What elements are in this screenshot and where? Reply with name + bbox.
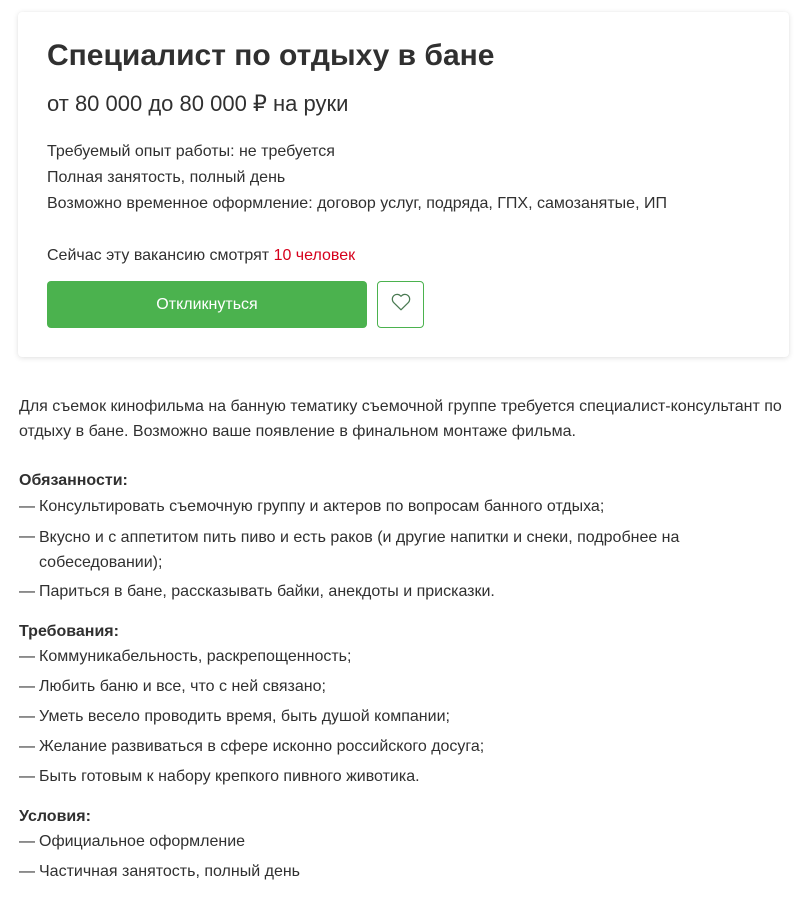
list-item: — Желание развиваться в сфере исконно российского досуга; xyxy=(19,738,485,755)
salary: от 80 000 до 80 000 ₽ на руки xyxy=(47,91,349,116)
heart-icon xyxy=(391,293,411,316)
favorite-button[interactable] xyxy=(377,281,424,328)
viewers-count: 10 человек xyxy=(273,247,356,264)
vacancy-title: Специалист по отдыху в бане xyxy=(47,39,495,72)
list-item: — Консультировать съемочную группу и актеров по вопросам банного отдыха; xyxy=(19,498,605,515)
list-item: — Коммуникабельность, раскрепощенность; xyxy=(19,648,352,665)
section-heading-requirements: Требования: xyxy=(19,623,119,640)
vacancy-description xyxy=(19,394,789,444)
experience: Требуемый опыт работы: не требуется xyxy=(47,143,335,160)
list-item: — Вкусно и с аппетитом пить пиво и есть раков (и другие напитки и снеки, подробнее на собеседовании); xyxy=(19,528,680,571)
section-heading-conditions: Условия: xyxy=(19,808,91,825)
section-heading-duties: Обязанности: xyxy=(19,472,128,489)
viewers-info xyxy=(47,246,355,266)
list-item: — Быть готовым к набору крепкого пивного животика. xyxy=(19,768,420,785)
vacancy-header-card xyxy=(18,12,789,357)
list-item: — Уметь весело проводить время, быть душой компании; xyxy=(19,708,450,725)
viewers-prefix: Сейчас эту вакансию смотрят xyxy=(47,247,274,264)
employment-type: Полная занятость, полный день xyxy=(47,169,286,186)
list-item: — Любить баню и все, что с ней связано; xyxy=(19,678,326,695)
list-item: — Официальное оформление xyxy=(19,833,246,850)
list-item: — Частичная занятость, полный день xyxy=(19,863,301,880)
list-item: — Париться в бане, рассказывать байки, анекдоты и присказки. xyxy=(19,583,495,600)
temporary-employment: Возможно временное оформление: договор услуг, подряда, ГПХ, самозанятые, ИП xyxy=(47,195,667,212)
description-intro: Для съемок кинофильма на банную тематику съемочной группе требуется специалист-консультант по отдыху в бане. Возможно ваше появление в финальном монтаже фильма. xyxy=(19,398,782,440)
respond-button[interactable]: Откликнуться xyxy=(47,281,367,328)
